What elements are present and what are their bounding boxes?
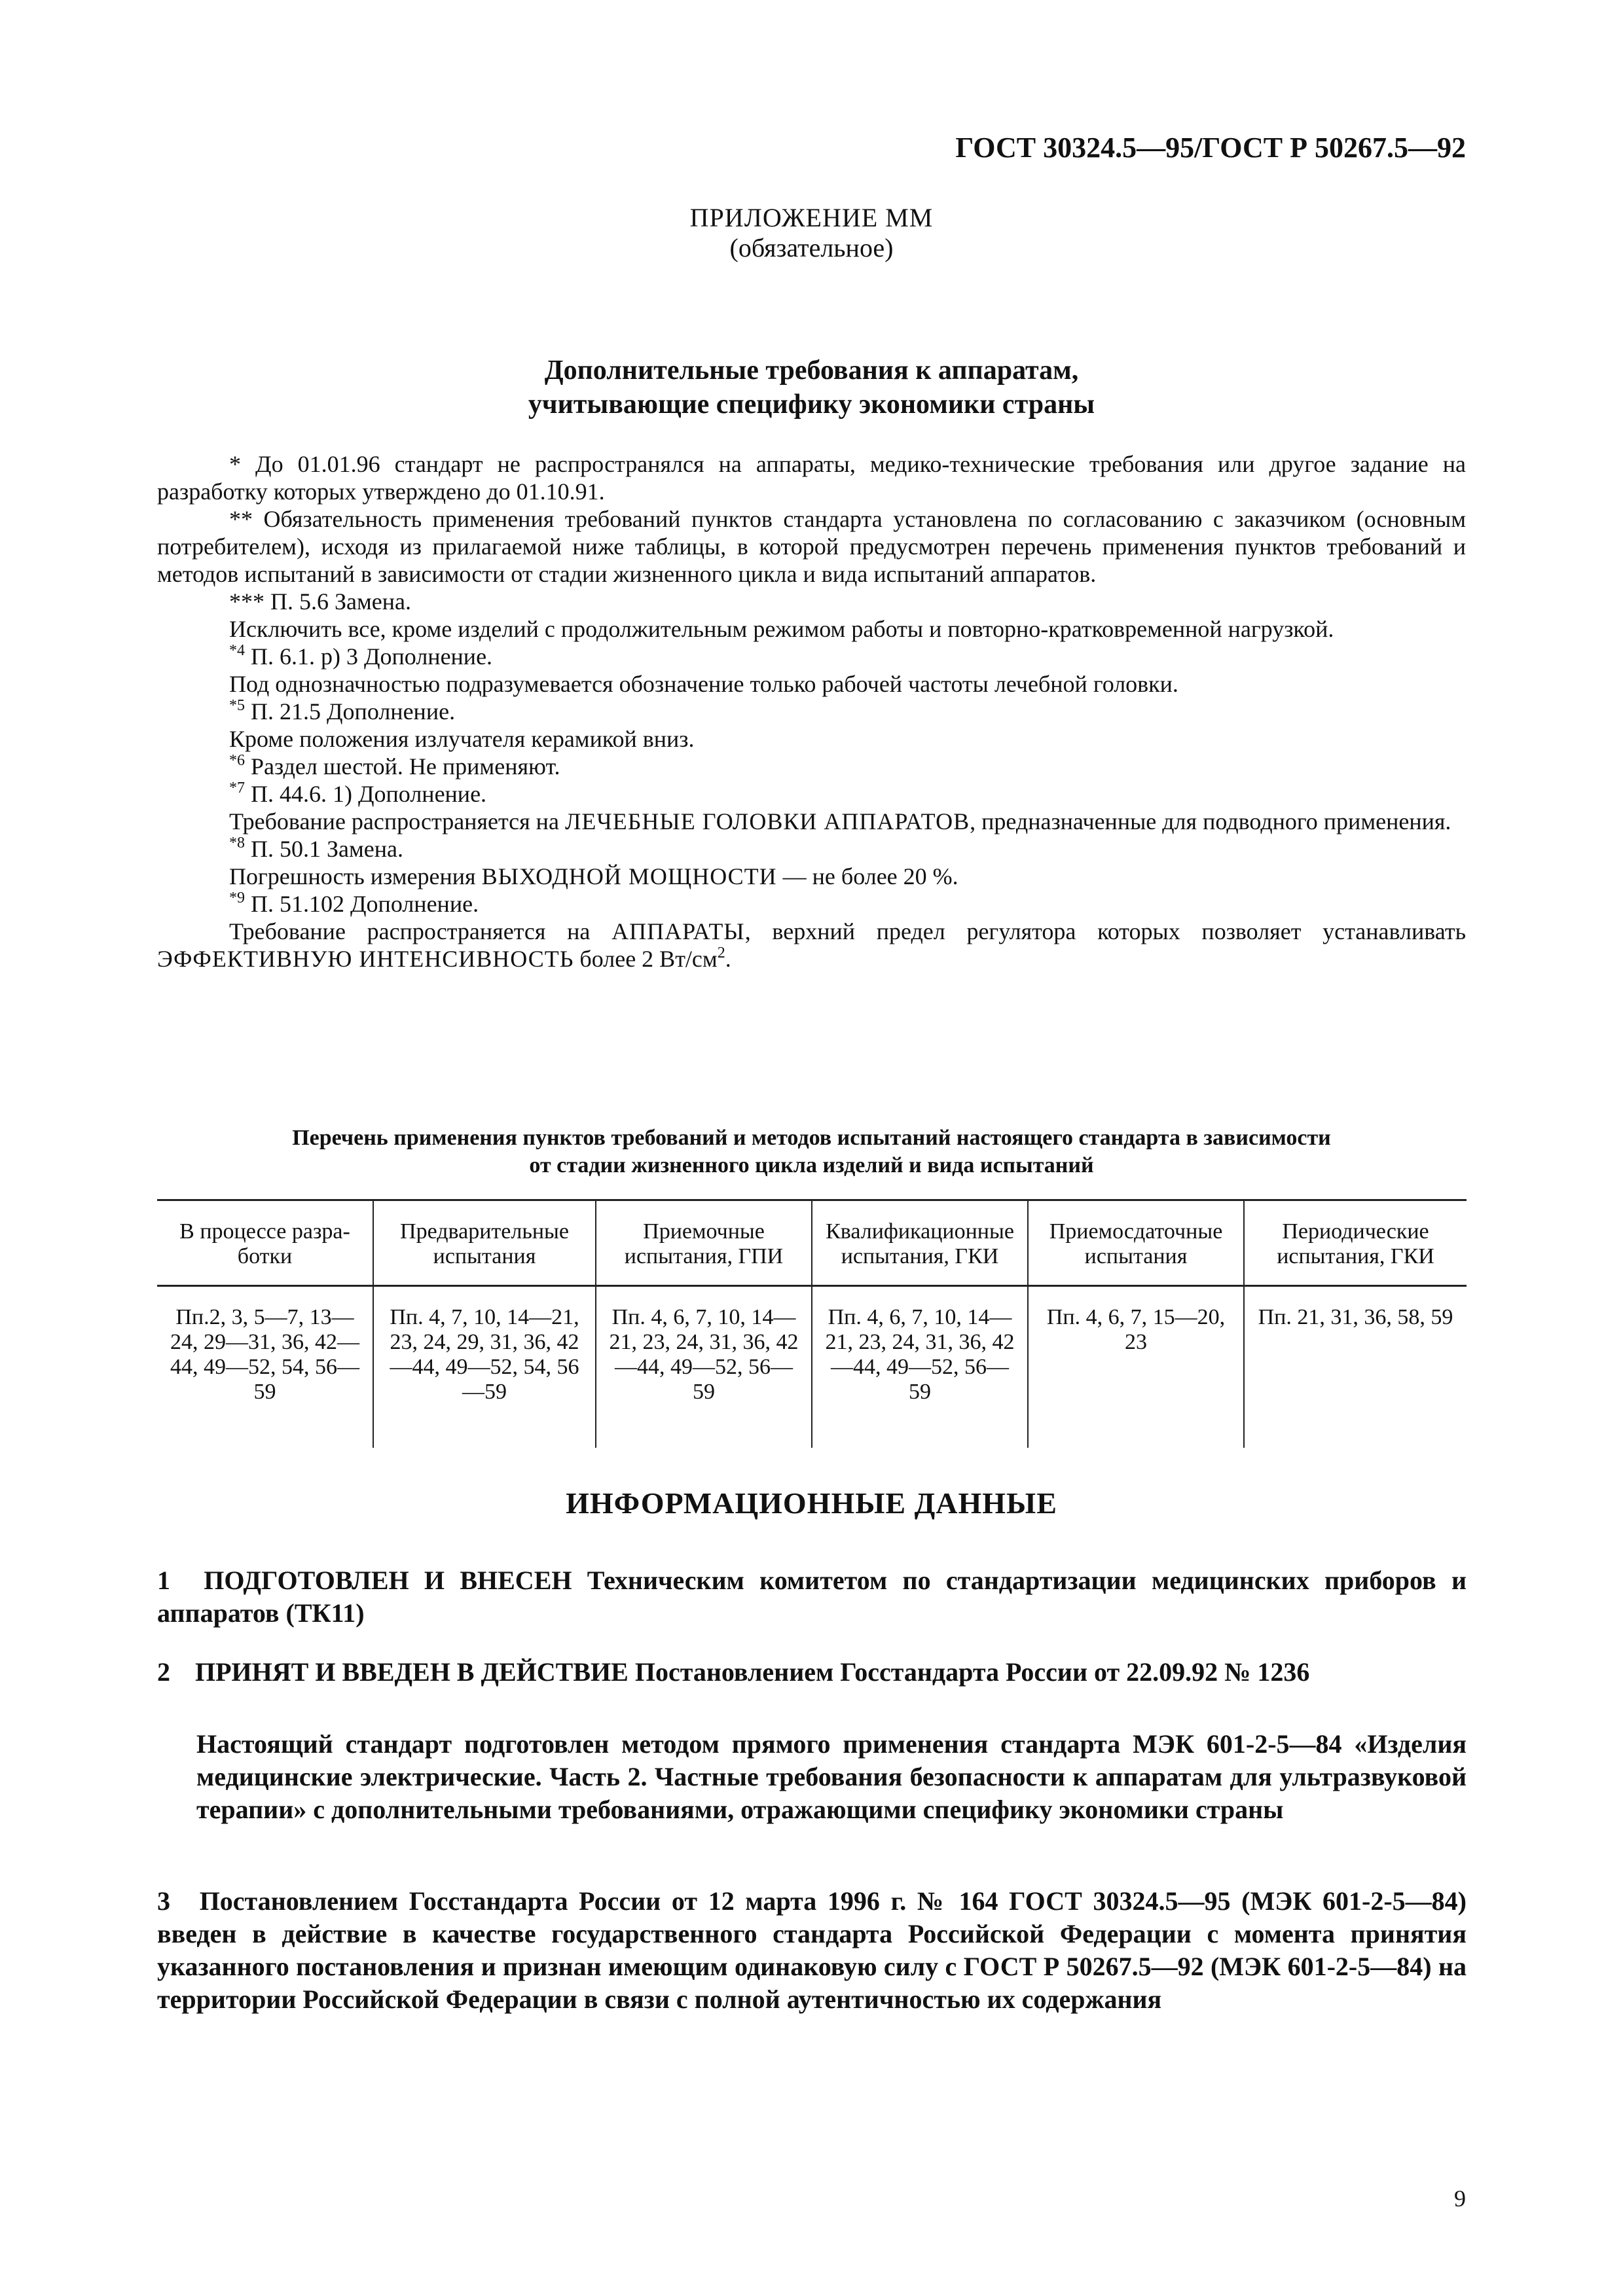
note-5-mark: *5 bbox=[229, 697, 245, 714]
table-row bbox=[157, 1286, 1467, 1448]
note-5-body: Кроме положения излучателя керамикой вниз. bbox=[229, 726, 695, 752]
note-7-body bbox=[157, 808, 1466, 835]
table-cell: Пп. 4, 7, 10, 14—21, 23, 24, 29, 31, 36, 42—44, 49—52, 54, 56—59 bbox=[373, 1286, 596, 1448]
note-9-body-sup: 2 bbox=[717, 944, 725, 961]
info-item-1-number: 1 bbox=[157, 1566, 170, 1595]
note-9-body-d: . bbox=[725, 946, 731, 972]
info-item-1 bbox=[157, 1564, 1467, 1630]
note-6-head bbox=[157, 753, 1466, 780]
table-header-cell: Квалификационные испытания, ГКИ bbox=[812, 1200, 1028, 1286]
note-8-body-a: Погрешность измерения bbox=[229, 863, 476, 889]
note-3-body: Исключить все, кроме изделий с продолжительным режимом работы и повторно-кратковременной нагрузкой. bbox=[229, 616, 1334, 642]
note-9-body-c: более 2 Вт/см bbox=[579, 946, 718, 972]
document-header: ГОСТ 30324.5—95/ГОСТ Р 50267.5—92 bbox=[955, 132, 1466, 164]
table-header-cell: Приемочные испытания, ГПИ bbox=[596, 1200, 812, 1286]
note-5-head bbox=[157, 698, 1466, 725]
table-cell: Пп. 21, 31, 36, 58, 59 bbox=[1244, 1286, 1467, 1448]
note-7-body-caps: ЛЕЧЕБНЫЕ ГОЛОВКИ АППАРАТОВ bbox=[564, 808, 970, 834]
note-8-body-b: — не более 20 %. bbox=[782, 863, 958, 889]
page-number: 9 bbox=[1454, 2185, 1466, 2212]
note-8-mark: *8 bbox=[229, 834, 245, 852]
note-9-body-a: Требование распространяется на bbox=[229, 918, 591, 944]
note-5-head-text: П. 21.5 Дополнение. bbox=[251, 698, 456, 725]
note-4-mark: *4 bbox=[229, 642, 245, 659]
note-9-body bbox=[157, 918, 1466, 973]
note-4-head bbox=[157, 643, 1466, 670]
appendix-title: ПРИЛОЖЕНИЕ ММ bbox=[689, 203, 934, 232]
note-9-head bbox=[157, 890, 1466, 918]
note-7-head-text: П. 44.6. 1) Дополнение. bbox=[251, 781, 487, 807]
note-3-head: *** П. 5.6 Замена. bbox=[229, 588, 412, 615]
note-6-mark: *6 bbox=[229, 752, 245, 769]
section-title-line2: учитывающие специфику экономики страны bbox=[528, 389, 1095, 420]
table-cell: Пп. 4, 6, 7, 10, 14—21, 23, 24, 31, 36, 42—44, 49—52, 56—59 bbox=[596, 1286, 812, 1448]
table-title bbox=[0, 1124, 1623, 1179]
info-item-2 bbox=[157, 1656, 1467, 1689]
note-7-head bbox=[157, 780, 1466, 808]
note-4-body: Под однозначностью подразумевается обозначение только рабочей частоты лечебной головки. bbox=[229, 671, 1178, 697]
table-header-cell: Приемосдаточные испытания bbox=[1028, 1200, 1244, 1286]
appendix-heading bbox=[0, 203, 1623, 263]
note-6-head-text: Раздел шестой. Не применяют. bbox=[251, 753, 560, 780]
info-item-2-text: ПРИНЯТ И ВВЕДЕН В ДЕЙСТВИЕ Постановлением Госстандарта России от 22.09.92 № 1236 bbox=[195, 1657, 1310, 1687]
info-item-1-text: ПОДГОТОВЛЕН И ВНЕСЕН Техническим комитетом по стандартизации медицинских приборов и аппаратов (ТК11) bbox=[157, 1566, 1467, 1628]
note-8-body-caps: ВЫХОДНОЙ МОЩНОСТИ bbox=[481, 863, 777, 889]
note-7-body-b: , предназначенные для подводного применения. bbox=[970, 808, 1451, 834]
info-item-3-number: 3 bbox=[157, 1886, 170, 1916]
appendix-subtitle: (обязательное) bbox=[729, 233, 894, 262]
info-item-2-number: 2 bbox=[157, 1657, 170, 1687]
table-title-line1: Перечень применения пунктов требований и методов испытаний настоящего стандарта в зависимости bbox=[292, 1126, 1331, 1150]
note-7-body-a: Требование распространяется на bbox=[229, 808, 559, 834]
note-9-body-caps1: АППАРАТЫ bbox=[611, 918, 745, 944]
table-header-cell: Предварительные испытания bbox=[373, 1200, 596, 1286]
info-item-3 bbox=[157, 1885, 1467, 2016]
section-title bbox=[0, 353, 1623, 422]
table-cell: Пп. 4, 6, 7, 10, 14—21, 23, 24, 31, 36, 42—44, 49—52, 56—59 bbox=[812, 1286, 1028, 1448]
note-9-body-caps2: ЭФФЕКТИВНУЮ ИНТЕНСИВНОСТЬ bbox=[157, 946, 574, 972]
info-item-3-text: Постановлением Госстандарта России от 12 марта 1996 г. № 164 ГОСТ 30324.5—95 (МЭК 601-2-5—84) введен в действие в качестве государственного стандарта Российской Федерации с момента принятия указанного постановления и признан имеющим одинаковую силу с ГОСТ Р 50267.5—92 (МЭК 601-2-5—84) на территории Российской Федерации в связи с полной аутентичностью их содержания bbox=[157, 1886, 1467, 2014]
footnotes bbox=[157, 450, 1466, 973]
info-item-2-note: Настоящий стандарт подготовлен методом прямого применения стандарта МЭК 601-2-5—84 «Изделия медицинские электрические. Часть 2. Частные требования безопасности к аппаратам для ультразвуковой терапии» с дополнительными требованиями, отражающими специфику экономики страны bbox=[196, 1729, 1467, 1824]
table-header-row bbox=[157, 1200, 1467, 1286]
application-table bbox=[157, 1199, 1467, 1448]
note-2: ** Обязательность применения требований пунктов стандарта установлена по согласованию с заказчиком (основным потребителем), исходя из прилагаемой ниже таблицы, в которой предусмотрен перечень применения пунктов требований и методов испытаний в зависимости от стадии жизненного цикла и вида испытаний аппаратов. bbox=[157, 506, 1466, 587]
note-7-mark: *7 bbox=[229, 780, 245, 797]
note-1: * До 01.01.96 стандарт не распространялся на аппараты, медико-технические требования или другое задание на разработку которых утверждено до 01.10.91. bbox=[157, 451, 1466, 505]
table-header-cell: В процессе разра-ботки bbox=[179, 1219, 350, 1268]
note-8-head bbox=[157, 835, 1466, 863]
note-8-head-text: П. 50.1 Замена. bbox=[251, 836, 404, 862]
note-8-body bbox=[157, 863, 1466, 890]
table-title-line2: от стадии жизненного цикла изделий и вида испытаний bbox=[529, 1153, 1094, 1177]
note-9-head-text: П. 51.102 Дополнение. bbox=[251, 891, 479, 917]
table-cell: Пп.2, 3, 5—7, 13—24, 29—31, 36, 42—44, 49—52, 54, 56—59 bbox=[170, 1305, 359, 1404]
note-4-head-text: П. 6.1. р) 3 Дополнение. bbox=[251, 643, 493, 670]
table-cell: Пп. 4, 6, 7, 15—20, 23 bbox=[1028, 1286, 1244, 1448]
note-9-mark: *9 bbox=[229, 889, 245, 906]
table-header-cell: Периодические испытания, ГКИ bbox=[1244, 1200, 1467, 1286]
info-title: ИНФОРМАЦИОННЫЕ ДАННЫЕ bbox=[566, 1486, 1057, 1520]
section-title-line1: Дополнительные требования к аппаратам, bbox=[544, 355, 1079, 386]
note-9-body-b: , верхний предел регулятора которых позволяет устанавливать bbox=[744, 918, 1466, 944]
